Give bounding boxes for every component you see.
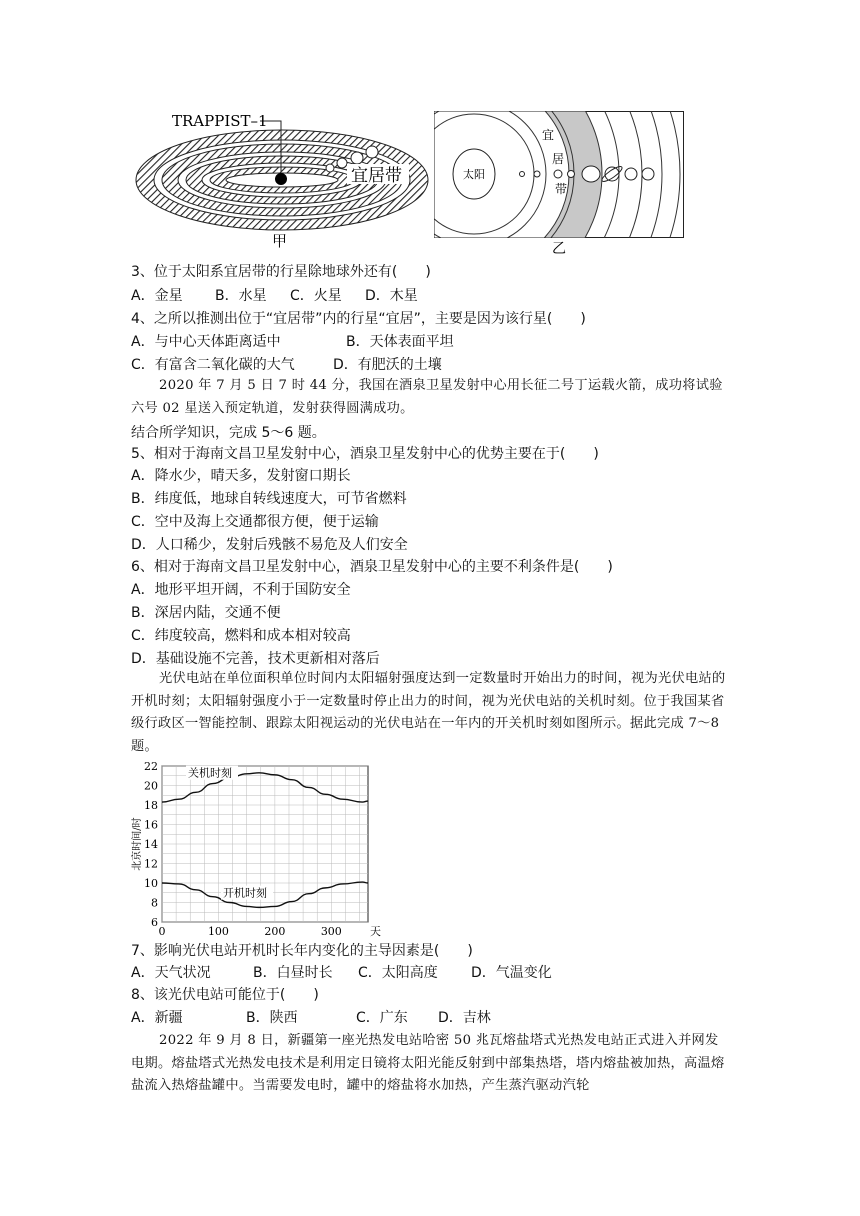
question-4-options-row1 bbox=[131, 332, 454, 352]
passage-launch: 2020 年 7 月 5 日 7 时 44 分，我国在酒泉卫星发射中心用长征二号丁运载火箭，成功将试验六号 02 星送入预定轨道，发射获得圆满成功。 bbox=[131, 378, 723, 416]
planet-dot bbox=[351, 152, 363, 164]
x-tick-label: 100 bbox=[207, 925, 229, 938]
y-tick-label: 6 bbox=[151, 916, 158, 929]
q5-option-b[interactable]: B．纬度低，地球自转线速度大，可节省燃料 bbox=[131, 491, 407, 507]
y-tick-label: 16 bbox=[144, 818, 158, 832]
y-tick-label: 18 bbox=[144, 799, 158, 812]
question-7-options bbox=[131, 963, 552, 983]
q3-option-c[interactable]: C．火星 bbox=[290, 288, 342, 304]
x-tick-label: 300 bbox=[320, 925, 342, 938]
x-tick-label: 200 bbox=[264, 925, 286, 938]
y-tick-label: 14 bbox=[144, 838, 158, 851]
q7-option-b[interactable]: B．白昼时长 bbox=[253, 965, 333, 981]
zone-char: 居 bbox=[552, 152, 565, 166]
y-tick-label: 22 bbox=[144, 760, 158, 773]
q3-option-a[interactable]: A．金星 bbox=[131, 288, 183, 304]
y-tick-label: 20 bbox=[144, 779, 158, 793]
question-8-options bbox=[131, 1008, 491, 1028]
question-3-options bbox=[131, 286, 418, 306]
planet-dot bbox=[366, 146, 378, 158]
q3-option-b[interactable]: B．水星 bbox=[215, 288, 267, 304]
figure-jia-trappist bbox=[132, 108, 432, 248]
question-4-stem: 4、之所以推测出位于“宜居带”内的行星“宜居”，主要是因为该行星( ) bbox=[131, 311, 586, 327]
y-axis-label: 北京时间/时 bbox=[132, 817, 143, 871]
q8-option-a[interactable]: A．新疆 bbox=[131, 1010, 183, 1026]
q8-option-c[interactable]: C．广东 bbox=[356, 1010, 408, 1026]
figure-caption-yi: 乙 bbox=[552, 241, 566, 257]
q4-option-a[interactable]: A．与中心天体距离适中 bbox=[131, 334, 281, 350]
passage-pv: 光伏电站在单位面积单位时间内太阳辐射强度达到一定数量时开始出力的时间，视为光伏电站的开机时刻；太阳辐射强度小于一定数量时停止出力的时间，视为光伏电站的关机时刻。位于我国某省级行政区一智能控制、跟踪太阳视运动的光伏电站在一年内的开关机时刻如图所示。据此完成 7～8 题。 bbox=[131, 671, 726, 754]
question-3-stem: 3、位于太阳系宜居带的行星除地球外还有( ) bbox=[131, 264, 431, 280]
question-6-stem: 6、相对于海南文昌卫星发射中心，酒泉卫星发射中心的主要不利条件是( ) bbox=[131, 559, 613, 575]
q5-option-c[interactable]: C．空中及海上交通都很方便，便于运输 bbox=[131, 514, 379, 530]
y-tick-label: 10 bbox=[144, 877, 158, 890]
pv-start-stop-chart bbox=[128, 758, 381, 938]
zone-char: 宜 bbox=[542, 128, 555, 142]
q4-option-d[interactable]: D．有肥沃的土壤 bbox=[333, 357, 442, 373]
x-tick-label: 0 bbox=[158, 925, 166, 938]
habitable-zone-label: 宜居带 bbox=[351, 166, 402, 186]
passage-solar-thermal: 2022 年 9 月 8 日，新疆第一座光热发电站哈密 50 兆瓦熔盐塔式光热发电站正式进入并网发电期。熔盐塔式光热发电技术是利用定日镜将太阳光能反射到中部集热塔，塔内熔盐被加热，高温熔盐流入热熔盐罐中。当需要发电时，罐中的熔盐将水加热，产生蒸汽驱动汽轮 bbox=[131, 1033, 725, 1093]
sun-label: 太阳 bbox=[463, 168, 485, 181]
zone-char: 带 bbox=[555, 182, 568, 196]
q4-option-c[interactable]: C．有富含二氧化碳的大气 bbox=[131, 357, 295, 373]
question-8-stem: 8、该光伏电站可能位于( ) bbox=[131, 987, 319, 1003]
q6-option-d[interactable]: D．基础设施不完善，技术更新相对落后 bbox=[131, 651, 380, 667]
trappist-label: TRAPPIST–1 bbox=[172, 112, 268, 130]
x-axis-label: 天 bbox=[370, 925, 381, 938]
planet-dot bbox=[337, 158, 347, 168]
q6-option-c[interactable]: C．纬度较高，燃料和成本相对较高 bbox=[131, 628, 351, 644]
star-dot bbox=[275, 173, 287, 185]
question-4-options-row2 bbox=[131, 355, 442, 375]
q5-option-a[interactable]: A．降水少，晴天多，发射窗口期长 bbox=[131, 468, 351, 484]
q7-option-c[interactable]: C．太阳高度 bbox=[358, 965, 438, 981]
q8-option-d[interactable]: D．吉林 bbox=[438, 1010, 491, 1026]
series-label: 关机时刻 bbox=[188, 766, 232, 780]
q7-option-d[interactable]: D．气温变化 bbox=[471, 965, 552, 981]
series-label: 开机时刻 bbox=[223, 886, 267, 900]
q4-option-b[interactable]: B．天体表面平坦 bbox=[346, 334, 454, 350]
planet-dot bbox=[326, 164, 334, 172]
q7-option-a[interactable]: A．天气状况 bbox=[131, 965, 211, 981]
q3-option-d[interactable]: D．木星 bbox=[365, 288, 418, 304]
y-tick-label: 8 bbox=[151, 896, 158, 910]
question-7-stem: 7、影响光伏电站开机时长年内变化的主导因素是( ) bbox=[131, 943, 473, 959]
figure-caption-jia: 甲 bbox=[272, 232, 288, 250]
q6-option-a[interactable]: A．地形平坦开阔，不利于国防安全 bbox=[131, 582, 351, 598]
y-tick-label: 12 bbox=[144, 857, 158, 871]
instruction-5-6: 结合所学知识，完成 5～6 题。 bbox=[131, 425, 326, 441]
q6-option-b[interactable]: B．深居内陆，交通不便 bbox=[131, 605, 281, 621]
figure-yi-solar-system bbox=[434, 111, 684, 256]
q5-option-d[interactable]: D．人口稀少，发射后残骸不易危及人们安全 bbox=[131, 537, 408, 553]
question-5-stem: 5、相对于海南文昌卫星发射中心，酒泉卫星发射中心的优势主要在于( ) bbox=[131, 446, 599, 462]
q8-option-b[interactable]: B．陕西 bbox=[246, 1010, 298, 1026]
